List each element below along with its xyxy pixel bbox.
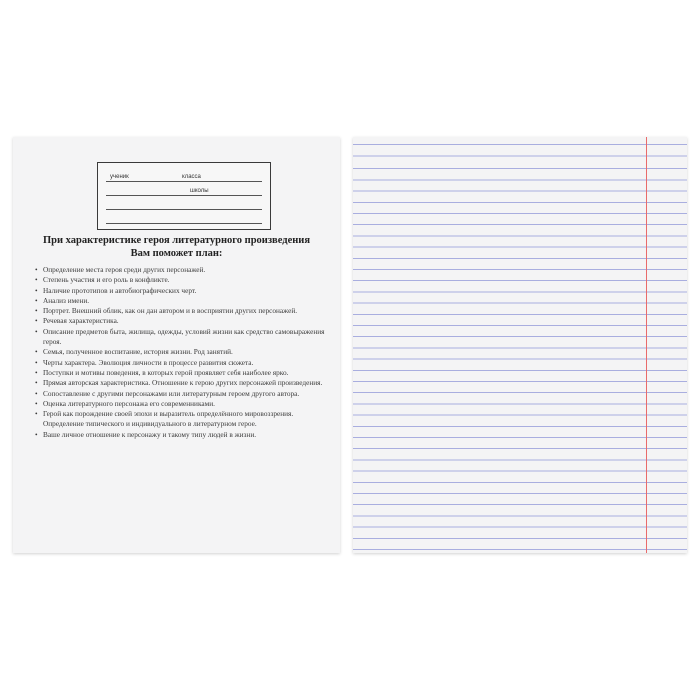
list-item: • Черты характера. Эволюция личности в процессе развития сюжета. xyxy=(35,358,327,368)
list-item: • Семья, полученное воспитание, история жизни. Род занятий. xyxy=(35,347,327,357)
left-page xyxy=(13,137,340,553)
plan-heading-line1: При характеристике героя литературного произведения xyxy=(42,235,311,246)
list-item: • Ваше личное отношение к персонажу и такому типу людей в жизни. xyxy=(35,430,327,440)
list-item: • Анализ имени. xyxy=(35,296,327,306)
student-name-box xyxy=(97,162,271,230)
blank-row xyxy=(106,213,262,224)
plan-heading-line2: Вам поможет план: xyxy=(130,248,223,259)
margin-line xyxy=(646,137,647,553)
list-item: • Наличие прототипов и автобиографических черт. xyxy=(35,286,327,296)
student-label: ученик xyxy=(110,174,129,180)
right-page-lined[interactable] xyxy=(353,137,687,553)
list-item: • Поступки и мотивы поведения, в которых герой проявляет себя наиболее ярко. xyxy=(35,368,327,378)
ruled-lines xyxy=(353,137,687,553)
list-item: • Степень участия и его роль в конфликте. xyxy=(35,275,327,285)
list-item: • Оценка литературного персонажа его современниками. xyxy=(35,399,327,409)
list-item: • Описание предметов быта, жилища, одежды, условий жизни как средство самовыражения героя. xyxy=(35,327,327,348)
blank-row xyxy=(106,199,262,210)
list-item: • Портрет. Внешний облик, как он дан автором и в восприятии других персонажей. xyxy=(35,306,327,316)
list-item: • Речевая характеристика. xyxy=(35,316,327,326)
character-plan-list xyxy=(35,265,327,440)
school-row xyxy=(106,185,262,196)
list-item: • Герой как порождение своей эпохи и выразитель определённого мировоззрения. Определение типического и индивидуального в литературном герое. xyxy=(35,409,327,430)
list-item: • Прямая авторская характеристика. Отношение к герою других персонажей произведения. xyxy=(35,378,327,388)
school-label: школы xyxy=(190,188,209,194)
list-item: • Определение места героя среди других персонажей. xyxy=(35,265,327,275)
list-item: • Сопоставление с другими персонажами или литературным героем другого автора. xyxy=(35,389,327,399)
class-label: класса xyxy=(182,174,201,180)
student-class-row xyxy=(106,171,262,182)
